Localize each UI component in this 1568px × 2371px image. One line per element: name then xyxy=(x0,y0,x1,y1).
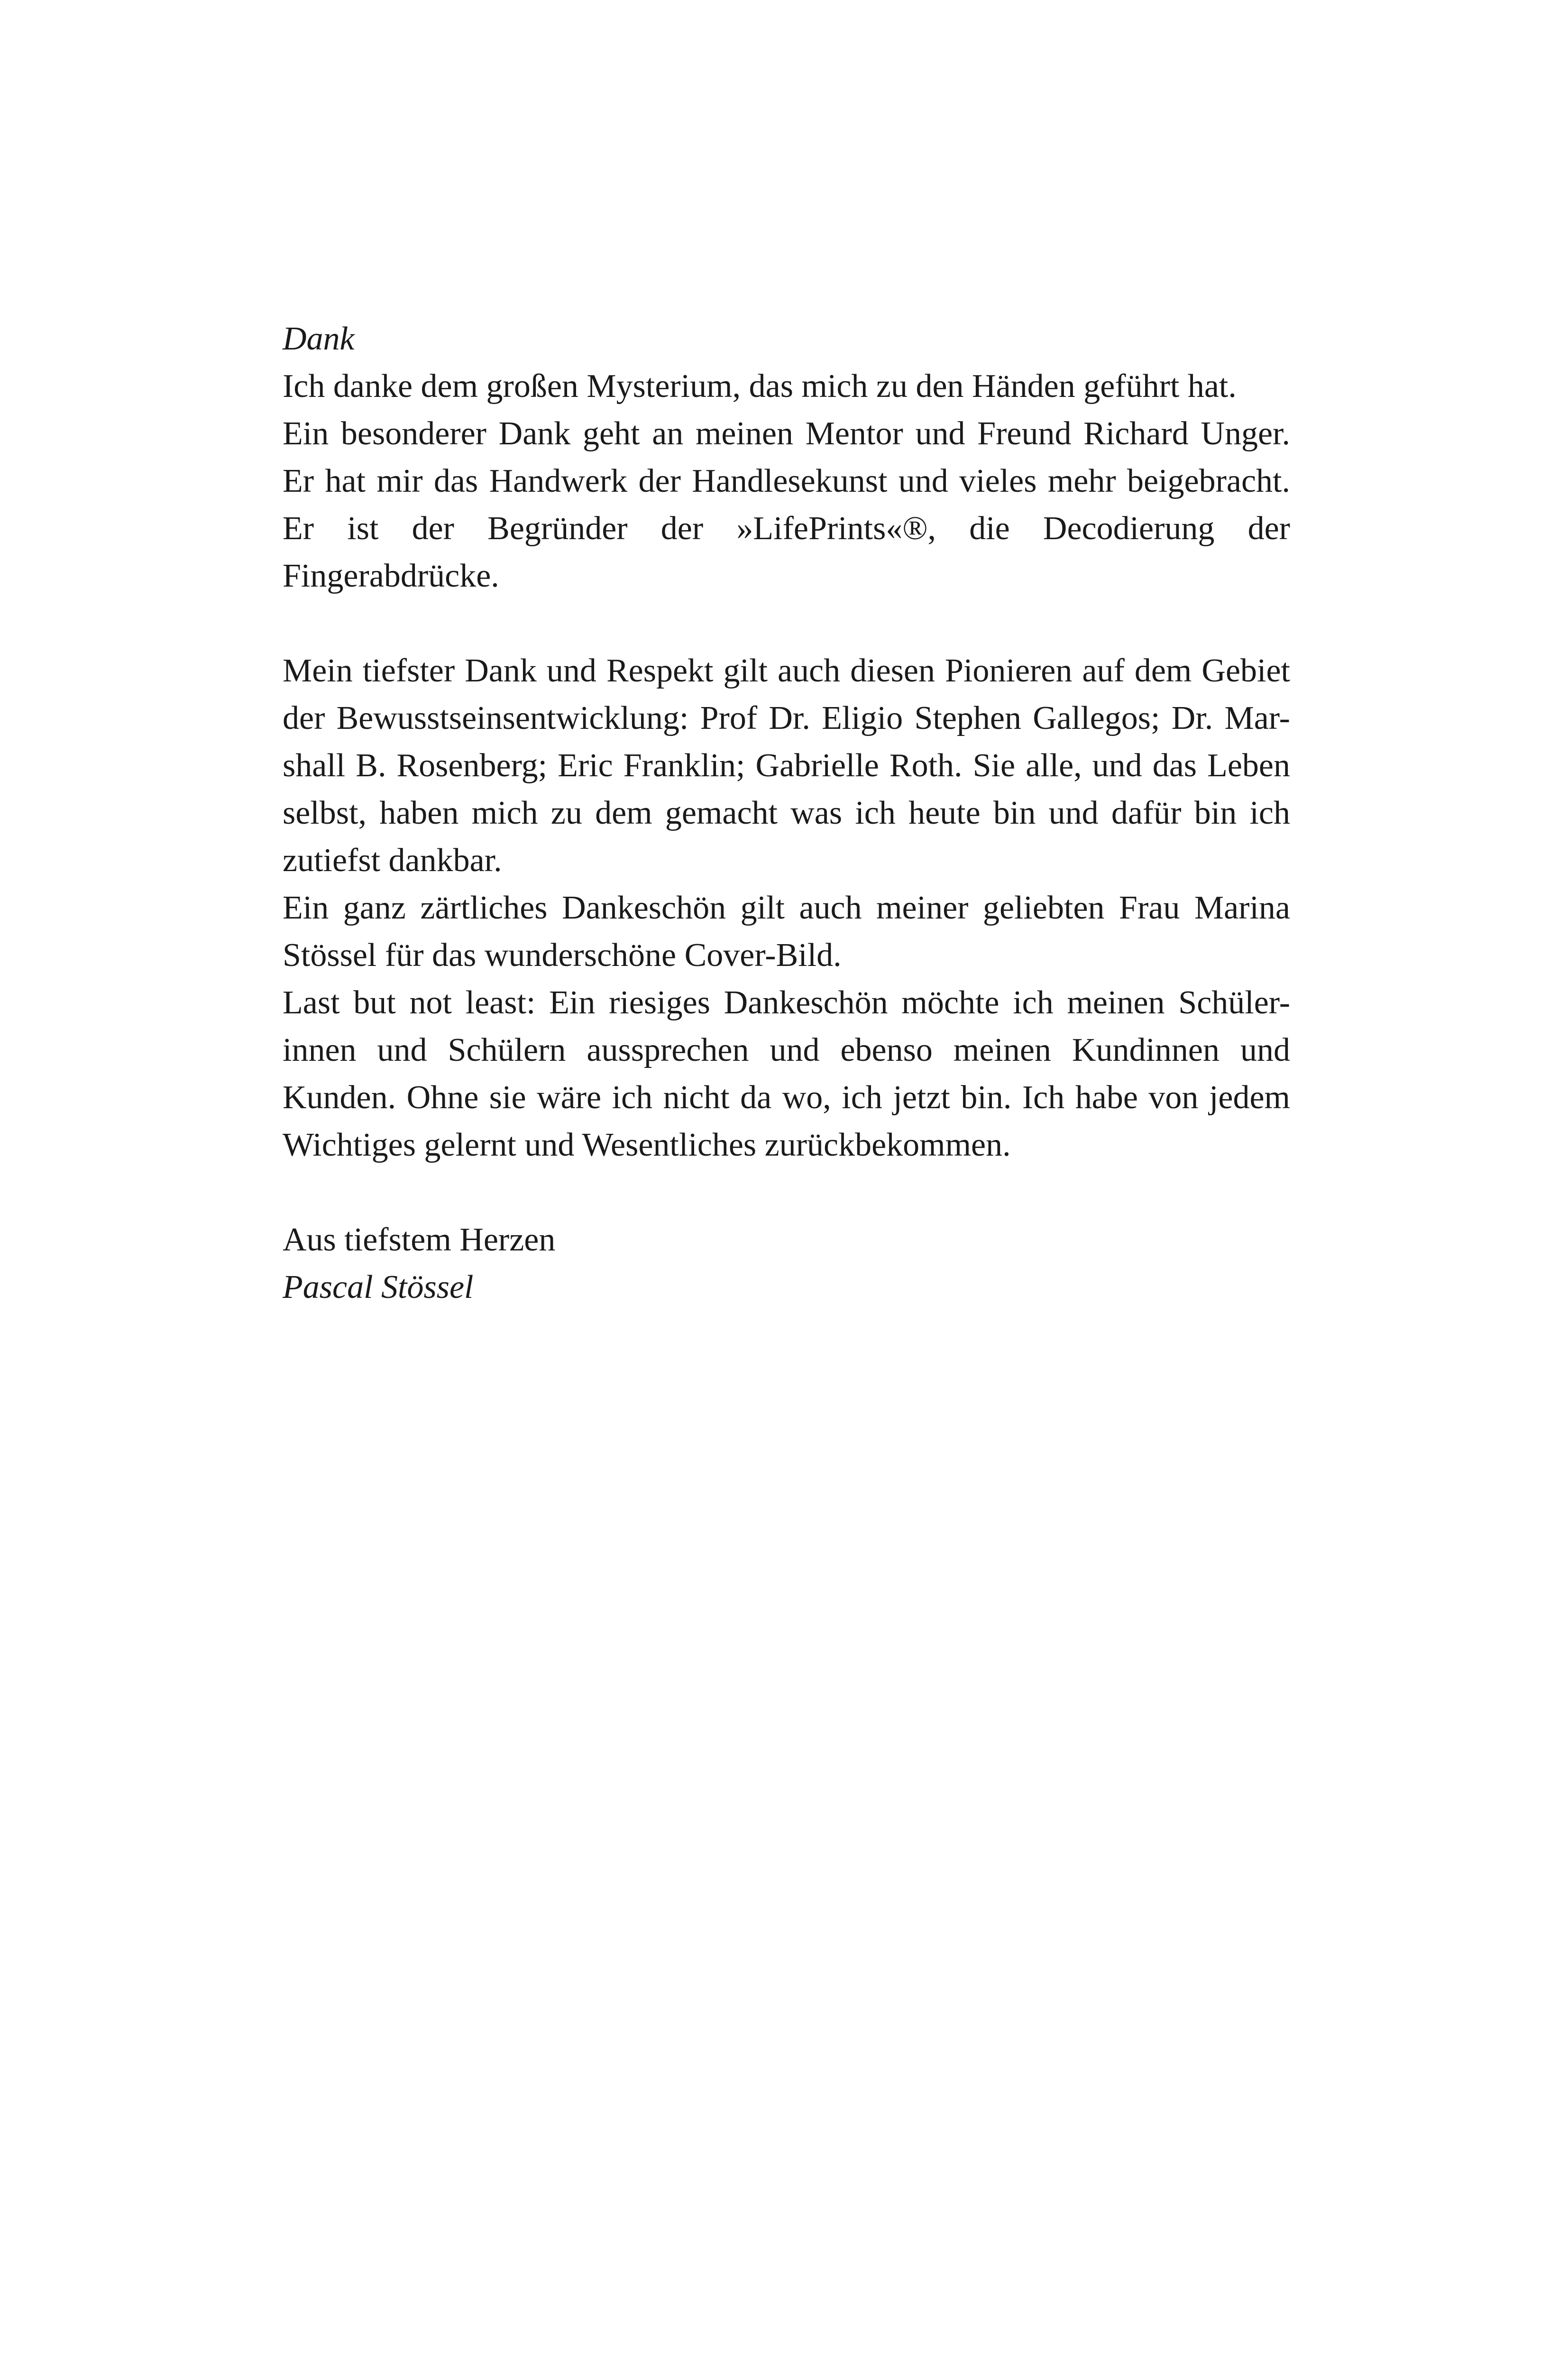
paragraph2-line: selbst, haben mich zu dem gemacht was ich heute bin und dafür bin ich xyxy=(283,795,1290,831)
paragraph1-line: Er ist der Begründer der »LifePrints«®, die Decodierung der Fingerabdrücke. xyxy=(283,510,1290,594)
paragraph2-line: shall B. Rosenberg; Eric Franklin; Gabrielle Roth. Sie alle, und das Leben xyxy=(283,747,1290,784)
paragraph1-line: Ein besonderer Dank geht an meinen Mentor und Freund Richard Unger. xyxy=(283,415,1290,452)
paragraph1-line: Er hat mir das Handwerk der Handlesekunst und vieles mehr beigebracht. xyxy=(283,463,1290,499)
paragraph2-line: innen und Schülern aussprechen und ebenso meinen Kundinnen und xyxy=(283,1032,1290,1068)
paragraph-spacer xyxy=(283,600,1290,647)
paragraph1-line: Ich danke dem großen Mysterium, das mich zu den Händen geführt hat. xyxy=(283,368,1237,404)
acknowledgements-text xyxy=(283,315,1290,1311)
paragraph2-line: zutiefst dankbar. xyxy=(283,842,502,879)
paragraph2-line: Ein ganz zärtliches Dankeschön gilt auch meiner geliebten Frau Marina xyxy=(283,890,1290,926)
paragraph2-line: Mein tiefster Dank und Respekt gilt auch diesen Pionieren auf dem Gebiet xyxy=(283,652,1290,689)
closing: Aus tiefstem Herzen xyxy=(283,1222,556,1258)
paragraph2-line: der Bewusstseinsentwicklung: Prof Dr. Eligio Stephen Gallegos; Dr. Mar- xyxy=(283,700,1290,736)
paragraph2-line: Last but not least: Ein riesiges Dankeschön möchte ich meinen Schüler- xyxy=(283,984,1290,1021)
paragraph2-line: Kunden. Ohne sie wäre ich nicht da wo, ich jetzt bin. Ich habe von jedem xyxy=(283,1079,1290,1116)
heading: Dank xyxy=(283,321,355,357)
paragraph2-line: Wichtiges gelernt und Wesentliches zurückbekommen. xyxy=(283,1127,1011,1163)
paragraph2-line: Stössel für das wunderschöne Cover-Bild. xyxy=(283,937,842,974)
paragraph-spacer xyxy=(283,1169,1290,1216)
signature: Pascal Stössel xyxy=(283,1269,474,1305)
